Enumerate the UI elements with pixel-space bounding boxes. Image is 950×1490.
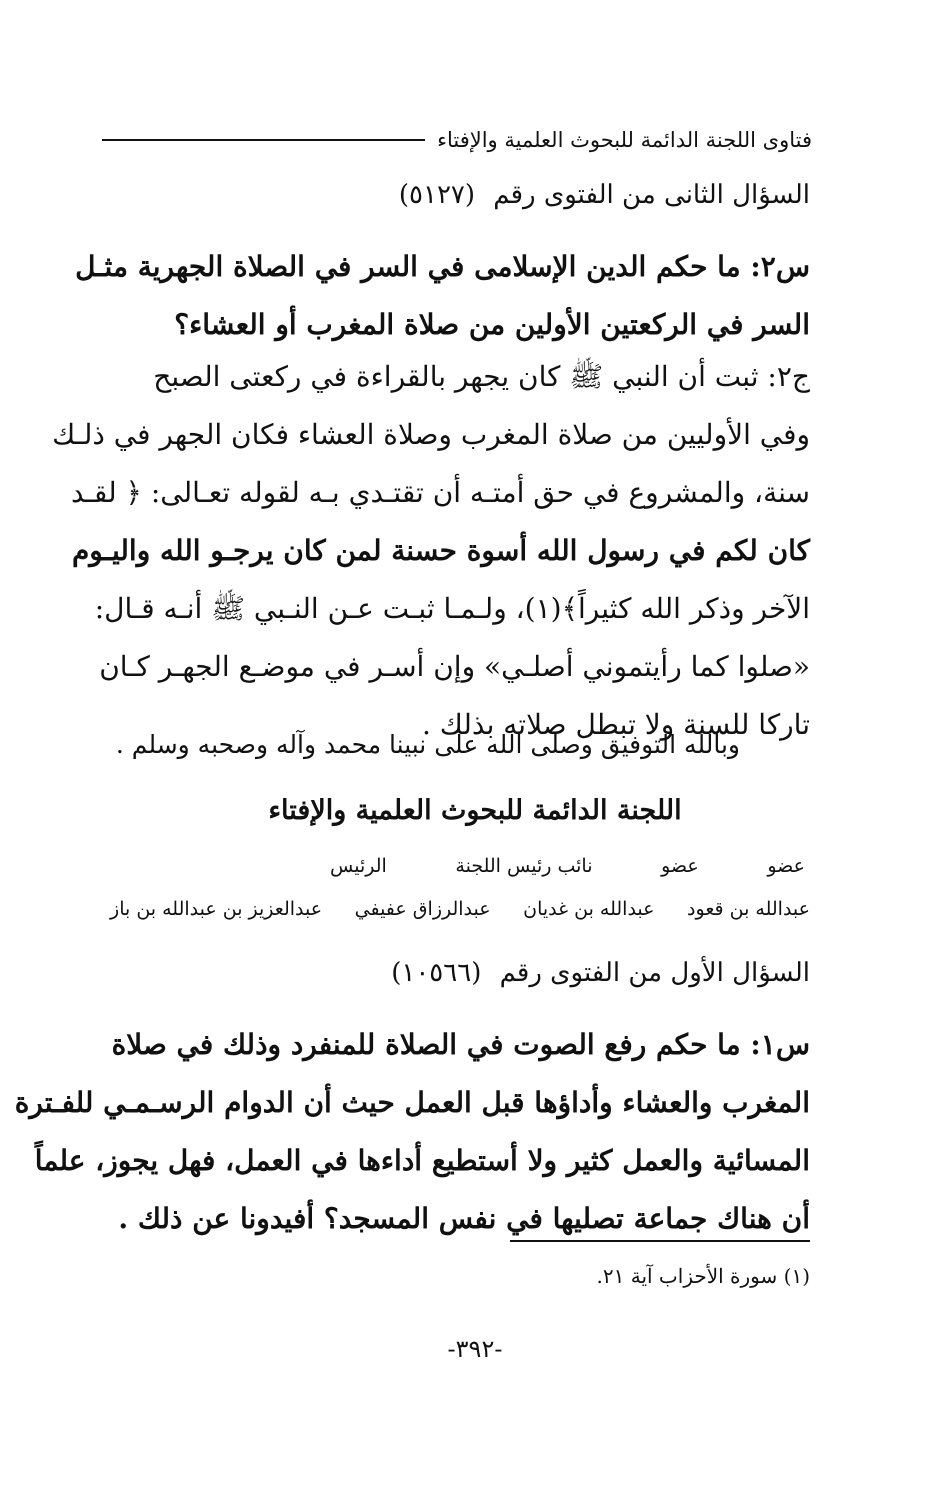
running-header: [102, 128, 812, 152]
signatory-title: عضو: [767, 855, 805, 877]
signatory-name: عبدالله بن غديان: [523, 898, 655, 920]
fatwa-number: (١٠٥٦٦): [391, 958, 482, 988]
question-heading-1: [391, 958, 810, 988]
closing-prayer: وبالله التوفيق وصلى الله على نبينا محمد وآله وصحبه وسلم .: [115, 730, 740, 759]
signatory-titles: [330, 855, 805, 877]
header-rule: [102, 139, 425, 141]
signatory-name: عبدالله بن قعود: [687, 898, 810, 920]
answer-line: «صلوا كما رأيتموني أصلـي» وإن أسـر في موضـع الجهـر كـان: [99, 650, 810, 683]
question-line: س١: ما حكم رفع الصوت في الصلاة للمنفرد وذلك في صلاة: [111, 1028, 810, 1061]
signatory-title: الرئيس: [330, 855, 387, 877]
fatwa-number: (٥١٢٧): [398, 180, 476, 210]
page-number: -٣٩٢-: [447, 1335, 503, 1363]
question-line: أن هناك جماعة تصليها في نفس المسجد؟ أفيدونا عن ذلك .: [118, 1202, 810, 1235]
question-line: المغرب والعشاء وأداؤها قبل العمل حيث أن الدوام الرسـمـي للفـترة: [14, 1086, 810, 1119]
answer-2: [52, 348, 810, 754]
answer-line: الآخر وذكر الله كثيراً﴾(١)، ولـمـا ثبـت عـن النـبي ﷺ أنـه قـال:: [94, 592, 810, 625]
footnote-rule: [510, 1240, 810, 1242]
signatory-name: عبدالعزيز بن عبدالله بن باز: [110, 898, 323, 920]
committee-name: اللجنة الدائمة للبحوث العلمية والإفتاء: [268, 795, 682, 826]
question-1: [14, 1016, 810, 1248]
question-heading-text: السؤال الثانى من الفتوى رقم: [493, 180, 810, 210]
answer-line: سنة، والمشروع في حق أمتـه أن تقتـدي بـه لقوله تعـالى: ﴿ لقـد: [71, 476, 810, 509]
answer-line: وفي الأوليين من صلاة المغرب وصلاة العشاء فكان الجهر في ذلـك: [52, 418, 810, 451]
answer-line-verse: كان لكم في رسول الله أسوة حسنة لمن كان يرجـو الله واليـوم: [71, 534, 810, 567]
signatory-title: نائب رئيس اللجنة: [455, 855, 593, 877]
signatory-name: عبدالرزاق عفيفي: [354, 898, 491, 920]
question-line: س٢: ما حكم الدين الإسلامى في السر في الصلاة الجهرية مثـل: [75, 250, 810, 283]
signatory-title: عضو: [661, 855, 699, 877]
question-line: المسائية والعمل كثير ولا أستطيع أداءها في العمل، فهل يجوز، علماً: [34, 1144, 810, 1177]
answer-line: ج٢: ثبت أن النبي ﷺ كان يجهر بالقراءة في ركعتى الصبح: [153, 360, 810, 393]
header-title: فتاوى اللجنة الدائمة للبحوث العلمية والإفتاء: [437, 128, 812, 152]
question-2: [75, 238, 810, 354]
question-line: السر في الركعتين الأولين من صلاة المغرب أو العشاء؟: [174, 308, 810, 341]
footnote: (١) سورة الأحزاب آية ٢١.: [596, 1264, 810, 1288]
question-heading-2: [399, 180, 810, 210]
answer-line: تاركا للسنة ولا تبطل صلاته بذلك .: [421, 708, 810, 741]
signatory-names: [110, 898, 810, 920]
question-heading-text: السؤال الأول من الفتوى رقم: [499, 958, 810, 988]
